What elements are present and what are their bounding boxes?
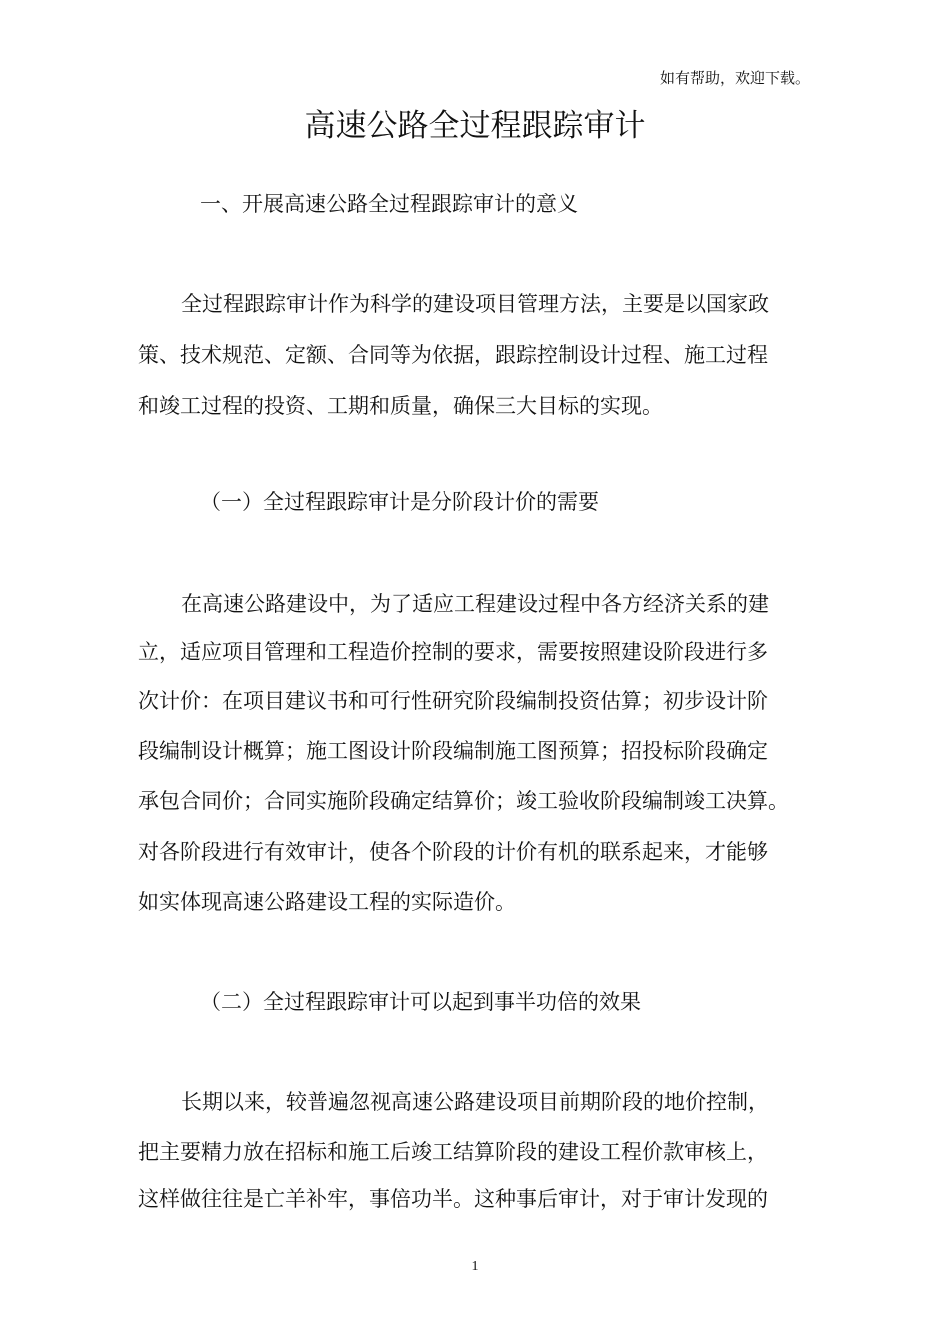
paragraph-line: 长期以来，较普遍忽视高速公路建设项目前期阶段的地价控制，: [181, 1090, 769, 1114]
paragraph-line: 如实体现高速公路建设工程的实际造价。: [138, 890, 516, 914]
paragraph-line: 对各阶段进行有效审计，使各个阶段的计价有机的联系起来，才能够: [138, 840, 768, 864]
page-number: 1: [471, 1259, 479, 1274]
paragraph-line: 这样做往往是亡羊补牢，事倍功半。这种事后审计，对于审计发现的: [138, 1187, 768, 1211]
paragraph-line: 在高速公路建设中，为了适应工程建设过程中各方经济关系的建: [181, 592, 769, 616]
paragraph-line: 次计价：在项目建议书和可行性研究阶段编制投资估算；初步设计阶: [138, 689, 768, 713]
paragraph-line: 策、技术规范、定额、合同等为依据，跟踪控制设计过程、施工过程: [138, 343, 768, 367]
header-note: 如有帮助，欢迎下载。: [659, 69, 810, 87]
document-title: 高速公路全过程跟踪审计: [304, 108, 646, 144]
subsection-heading: （一）全过程跟踪审计是分阶段计价的需要: [200, 490, 599, 514]
paragraph-line: 把主要精力放在招标和施工后竣工结算阶段的建设工程价款审核上，: [138, 1140, 768, 1164]
paragraph-line: 立，适应项目管理和工程造价控制的要求，需要按照建设阶段进行多: [138, 640, 768, 664]
paragraph-line: 全过程跟踪审计作为科学的建设项目管理方法，主要是以国家政: [181, 292, 769, 316]
paragraph-line: 段编制设计概算；施工图设计阶段编制施工图预算；招投标阶段确定: [138, 739, 768, 763]
subsection-heading: （二）全过程跟踪审计可以起到事半功倍的效果: [200, 990, 641, 1014]
paragraph-line: 承包合同价；合同实施阶段确定结算价；竣工验收阶段编制竣工决算。: [138, 789, 789, 813]
section-heading: 一、开展高速公路全过程跟踪审计的意义: [200, 192, 578, 216]
paragraph-line: 和竣工过程的投资、工期和质量，确保三大目标的实现。: [138, 394, 663, 418]
